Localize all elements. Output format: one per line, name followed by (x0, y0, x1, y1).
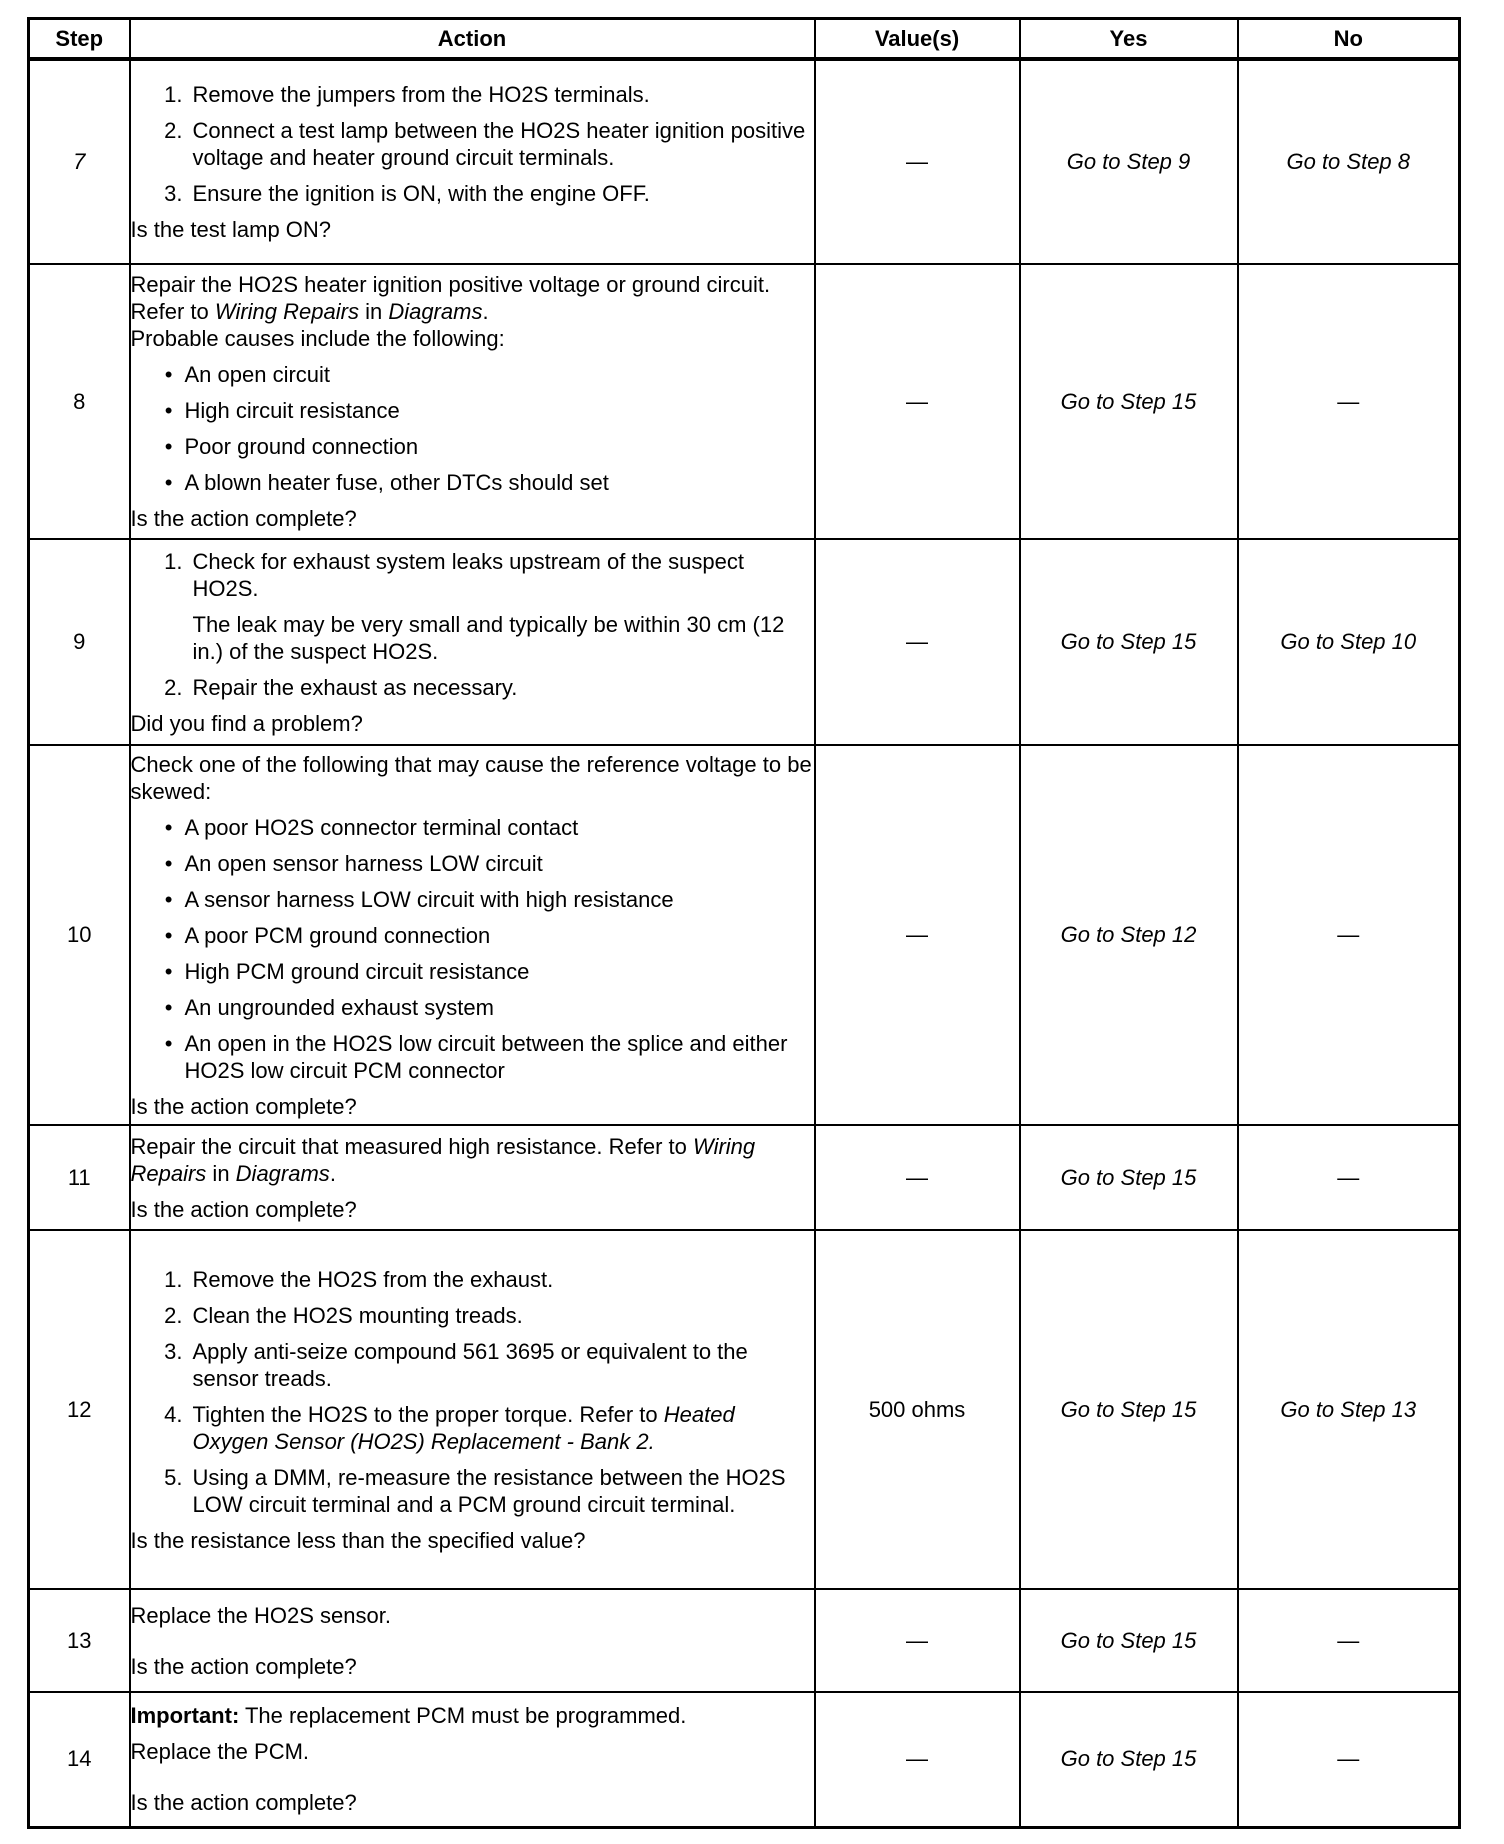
bullet-item: • A sensor harness LOW circuit with high resistance (164, 886, 674, 912)
bullet-item: • A poor HO2S connector terminal contact (164, 814, 579, 840)
step-number: 11 (29, 1125, 130, 1230)
action-cell (130, 1589, 815, 1692)
value-cell: 500 ohms (815, 1230, 1020, 1589)
bullet-item: • A blown heater fuse, other DTCs should set (164, 470, 609, 495)
yes-link[interactable]: Go to Step 15 (1020, 264, 1238, 539)
no-value: — (1238, 1692, 1460, 1827)
numbered-item: 1. Check for exhaust system leaks upstream of the suspect HO2S. (164, 548, 744, 601)
value-cell: — (815, 1589, 1020, 1692)
header-yes: Yes (1020, 19, 1238, 60)
header-step: Step (29, 19, 130, 60)
bullet-item: • An open sensor harness LOW circuit (164, 850, 543, 876)
yes-link[interactable]: Go to Step 12 (1020, 745, 1238, 1125)
table-row-step-8 (29, 264, 1460, 539)
question: Is the action complete? (130, 1790, 357, 1816)
bullet-item: • An open in the HO2S low circuit between the splice and either HO2S low circuit PCM connector (164, 1030, 788, 1083)
note-text: The leak may be very small and typically be within 30 cm (12 in.) of the suspect HO2S. (192, 611, 785, 664)
step-number: 8 (29, 264, 130, 539)
question: Is the action complete? (130, 1653, 357, 1679)
action-cell (130, 539, 815, 745)
bullet-item: • High PCM ground circuit resistance (164, 958, 530, 984)
diagnostic-table (27, 17, 1461, 1829)
no-value: — (1238, 1589, 1460, 1692)
numbered-item: 2. Connect a test lamp between the HO2S heater ignition positive voltage and heater ground circuit terminals. (164, 118, 806, 170)
action-cell (130, 59, 815, 264)
action-cell (130, 745, 815, 1125)
question: Did you find a problem? (130, 710, 363, 736)
header-no: No (1238, 19, 1460, 60)
intro-text: Replace the PCM. (130, 1739, 310, 1765)
action-cell (130, 1230, 815, 1589)
yes-link[interactable]: Go to Step 15 (1020, 1125, 1238, 1230)
bullet-item: • An open circuit (164, 362, 331, 387)
no-link[interactable]: Go to Step 8 (1238, 59, 1460, 264)
intro-text: Replace the HO2S sensor. (130, 1602, 391, 1628)
table-row-step-10 (29, 745, 1460, 1125)
no-link[interactable]: Go to Step 10 (1238, 539, 1460, 745)
no-value: — (1238, 264, 1460, 539)
action-cell (130, 264, 815, 539)
yes-link[interactable]: Go to Step 9 (1020, 59, 1238, 264)
question: Is the action complete? (130, 1196, 357, 1222)
action-cell (130, 1692, 815, 1827)
table-row-step-9 (29, 539, 1460, 745)
no-value: — (1238, 1125, 1460, 1230)
numbered-item: 3. Apply anti-seize compound 561 3695 or equivalent to the sensor treads. (164, 1338, 748, 1391)
numbered-item: 2. Clean the HO2S mounting treads. (164, 1302, 523, 1328)
header-action: Action (130, 19, 815, 60)
intro-text: Repair the HO2S heater ignition positive voltage or ground circuit. Refer to Wiring Repairs in Diagrams. (130, 272, 771, 324)
step-number: 12 (29, 1230, 130, 1589)
numbered-item: 3. Ensure the ignition is ON, with the engine OFF. (164, 181, 650, 206)
action-cell (130, 1125, 815, 1230)
reference-link: Heated Oxygen Sensor (HO2S) Replacement - Bank 2. (192, 1401, 735, 1454)
numbered-item: 2. Repair the exhaust as necessary. (164, 674, 518, 700)
yes-link[interactable]: Go to Step 15 (1020, 1589, 1238, 1692)
intro-text: Probable causes include the following: (130, 326, 505, 351)
numbered-item: 1. Remove the HO2S from the exhaust. (164, 1266, 554, 1292)
important-note: Important: The replacement PCM must be programmed. (130, 1703, 687, 1729)
header-value: Value(s) (815, 19, 1020, 60)
value-cell: — (815, 264, 1020, 539)
header-row (29, 19, 1460, 60)
table-row-step-14 (29, 1692, 1460, 1827)
step-number: 9 (29, 539, 130, 745)
yes-link[interactable]: Go to Step 15 (1020, 1230, 1238, 1589)
step-number: 10 (29, 745, 130, 1125)
numbered-item: 4. Tighten the HO2S to the proper torque. Refer to Heated Oxygen Sensor (HO2S) Replacement - Bank 2. (164, 1401, 735, 1454)
no-link[interactable]: Go to Step 13 (1238, 1230, 1460, 1589)
yes-link[interactable]: Go to Step 15 (1020, 539, 1238, 745)
numbered-item: 5. Using a DMM, re-measure the resistance between the HO2S LOW circuit terminal and a PCM ground circuit terminal. (164, 1464, 786, 1517)
intro-text: Check one of the following that may cause the reference voltage to be skewed: (130, 751, 812, 804)
no-value: — (1238, 745, 1460, 1125)
question: Is the test lamp ON? (130, 217, 332, 242)
table-row-step-13 (29, 1589, 1460, 1692)
bullet-item: • High circuit resistance (164, 398, 400, 423)
step-number: 14 (29, 1692, 130, 1827)
value-cell: — (815, 539, 1020, 745)
table-row-step-11 (29, 1125, 1460, 1230)
bullet-item: • Poor ground connection (164, 434, 419, 459)
value-cell: — (815, 1692, 1020, 1827)
intro-text: Repair the circuit that measured high resistance. Refer to Wiring Repairs in Diagrams. (130, 1133, 756, 1186)
numbered-item: 1. Remove the jumpers from the HO2S terminals. (164, 82, 650, 107)
question: Is the action complete? (130, 1093, 357, 1119)
yes-link[interactable]: Go to Step 15 (1020, 1692, 1238, 1827)
question: Is the resistance less than the specified value? (130, 1527, 586, 1553)
value-cell: — (815, 745, 1020, 1125)
step-number: 7 (29, 59, 130, 264)
table-row-step-12 (29, 1230, 1460, 1589)
table-row-step-7 (29, 59, 1460, 264)
bullet-item: • An ungrounded exhaust system (164, 994, 494, 1020)
question: Is the action complete? (130, 506, 357, 531)
bullet-item: • A poor PCM ground connection (164, 922, 491, 948)
value-cell: — (815, 59, 1020, 264)
value-cell: — (815, 1125, 1020, 1230)
step-number: 13 (29, 1589, 130, 1692)
